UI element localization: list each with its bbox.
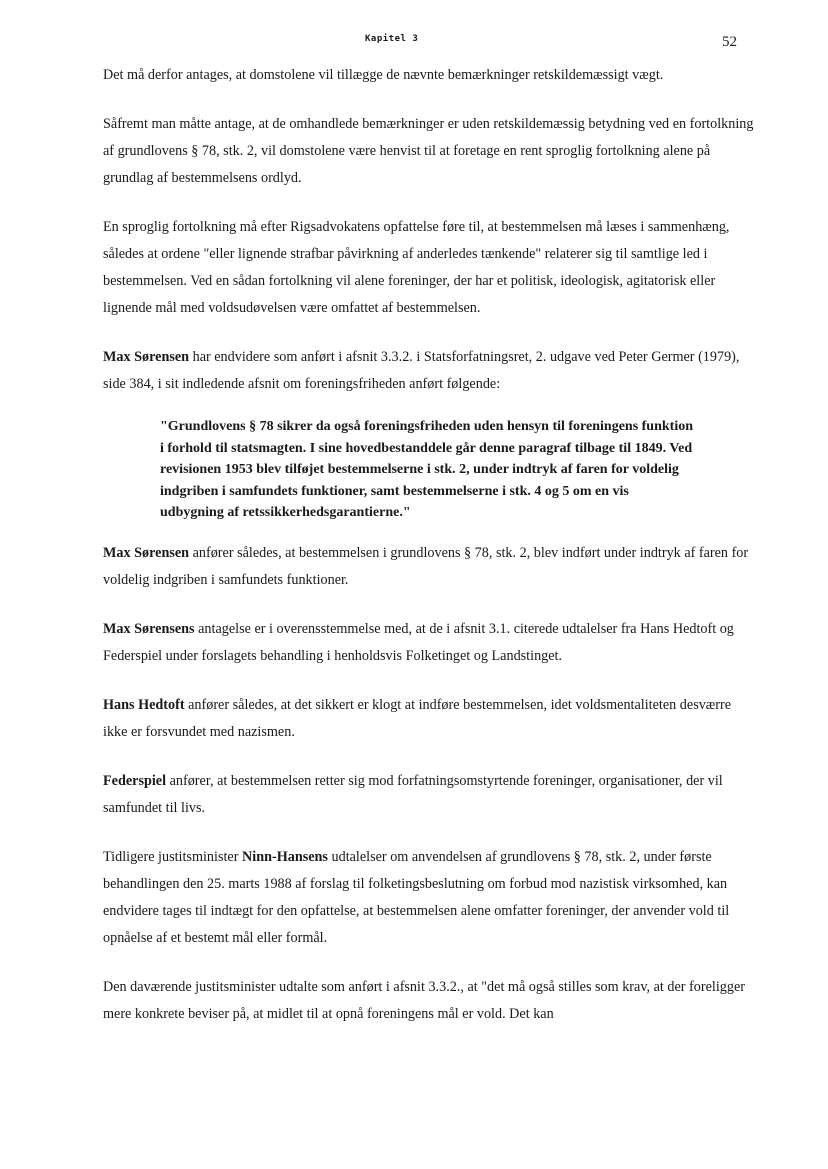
- paragraph-4: Max Sørensen har endvidere som anført i afsnit 3.3.2. i Statsforfatningsret, 2. udgave ved Peter Germer (1979), side 384, i sit indledende afsnit om foreningsfriheden anført følgende:: [103, 349, 740, 392]
- paragraph-8: Federspiel anfører, at bestemmelsen retter sig mod forfatningsomstyrtende foreninger, organisationer, der vil samfundet til livs.: [103, 772, 723, 816]
- paragraph-9: Tidligere justitsminister Ninn-Hansens udtalelser om anvendelsen af grundlovens § 78, stk. 2, under første behandlingen den 25. marts 1988 af forslag til folketingsbeslutning om forbud mod nazistisk virksomhed, kan endvidere tages til indtægt for den opfattelse, at bestemmelsen alene omfatter foreninger, der anvender vold til opnåelse af et bestemt mål eller formål.: [103, 848, 730, 946]
- paragraph-6: Max Sørensens antagelse er i overensstemmelse med, at de i afsnit 3.1. citerede udtalelser fra Hans Hedtoft og Federspiel under forslagets behandling i henholdsvis Folketinget og Landstinget.: [103, 620, 734, 664]
- paragraph-1: Det må derfor antages, at domstolene vil tillægge de nævnte bemærkninger retskildemæssigt vægt.: [103, 67, 664, 83]
- paragraph-7: Hans Hedtoft anfører således, at det sikkert er klogt at indføre bestemmelsen, idet voldsmentaliteten desværre ikke er forsvundet med nazismen.: [103, 696, 732, 740]
- paragraph-3: En sproglig fortolkning må efter Rigsadvokatens opfattelse føre til, at bestemmelsen må læses i sammenhæng, således at ordene "eller lignende strafbar påvirkning af anderledes tænkende" relaterer sig til samtlige led i bestemmelsen. Ved en sådan fortolkning vil alene foreninger, der har et politisk, ideologisk, agitatorisk eller lignende mål med voldsudøvelsen være omfattet af bestemmelsen.: [103, 219, 730, 316]
- block-quote: "Grundlovens § 78 sikrer da også foreningsfriheden uden hensyn til foreningens funktion i forhold til statsmagten. I sine hovedbestanddele går denne paragraf tilbage til 1849. Ved revisionen 1953 blev tilføjet bestemmelserne i stk. 2, under indtryk af faren for voldelig indgriben i samfundets funktioner, samt bestemmelserne i stk. 4 og 5 om en vis udbygning af retssikkerhedsgarantierne.": [160, 419, 694, 520]
- running-head: Kapitel 3: [365, 34, 419, 44]
- author-name: Max Sørensen: [103, 544, 190, 561]
- page-header: [0, 34, 828, 50]
- author-name: Hans Hedtoft: [103, 696, 185, 713]
- document-body: [103, 62, 755, 1050]
- paragraph-10: Den daværende justitsminister udtalte som anført i afsnit 3.3.2., at "det må også stilles som krav, at der foreligger mere konkrete beviser på, at midlet til at opnå foreningens mål er vold. Det kan: [103, 978, 745, 1022]
- author-name: Federspiel: [103, 772, 167, 789]
- paragraph-2: Såfremt man måtte antage, at de omhandlede bemærkninger er uden retskildemæssig betydning ved en fortolkning af grundlovens § 78, stk. 2, vil domstolene være henvist til at foretage en rent sproglig fortolkning alene på grundlag af bestemmelsens ordlyd.: [103, 116, 754, 186]
- author-name: Max Sørensen: [103, 349, 190, 365]
- author-name: Max Sørensens: [103, 620, 195, 637]
- page-number: 52: [722, 34, 737, 50]
- paragraph-5: Max Sørensen anfører således, at bestemmelsen i grundlovens § 78, stk. 2, blev indført under indtryk af faren for voldelig indgriben i samfundets funktioner.: [103, 544, 749, 588]
- author-name: Ninn-Hansens: [242, 848, 328, 865]
